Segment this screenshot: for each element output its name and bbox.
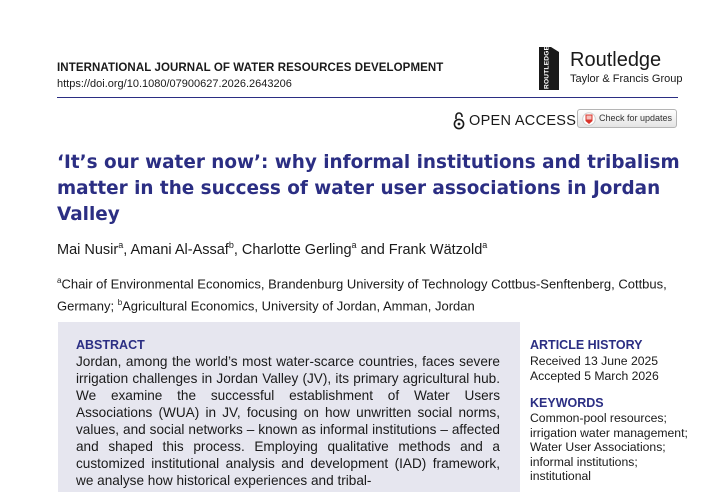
routledge-logo	[537, 46, 564, 92]
accepted-date: Accepted 5 March 2026	[530, 369, 659, 383]
affiliation-marker: a	[482, 240, 488, 250]
author-separator: and	[356, 241, 389, 258]
received-date: Received 13 June 2025	[530, 354, 659, 368]
open-access-label: OPEN ACCESS	[469, 113, 577, 129]
author-name[interactable]: Frank Wätzold	[388, 241, 483, 258]
author-name[interactable]: Mai Nusir	[57, 241, 119, 258]
publisher-logo[interactable]	[537, 46, 687, 92]
logo-mark-text: ROUTLEDGE	[543, 46, 551, 89]
author-separator: ,	[123, 241, 131, 258]
doi-link[interactable]: https://doi.org/10.1080/07900627.2026.2643206	[57, 78, 292, 90]
affiliations	[57, 271, 687, 316]
check-for-updates-label: Check for updates	[599, 113, 673, 123]
keywords-heading: KEYWORDS	[530, 396, 604, 410]
affiliation-text: Agricultural Economics, University of Jordan, Amman, Jordan	[122, 298, 475, 314]
abstract-text: Jordan, among the world’s most water-scarce countries, faces severe irrigation challenges in Jordan Valley (JV), its primary agricultural hub. We examine the successful establishment of Water Users Associations (WUA) in JV, focusing on how unwritten social norms, values, and social networks – known as informal institutions – affected and shaped this process. Employing qualitative methods and a customized institutional analysis and development (IAD) framework, we analyse how historical experiences and tribal-	[76, 354, 500, 488]
author-name[interactable]: Amani Al-Assaf	[130, 241, 229, 258]
publisher-subtitle: Taylor & Francis Group	[570, 73, 683, 85]
crossmark-icon	[582, 112, 596, 126]
affiliation-marker: b	[117, 298, 123, 308]
open-lock-icon	[453, 111, 465, 130]
journal-name: INTERNATIONAL JOURNAL OF WATER RESOURCES DEVELOPMENT	[57, 62, 444, 74]
author-name[interactable]: Charlotte Gerling	[241, 241, 352, 258]
keywords-list: Common-pool resources; irrigation water management; Water User Associations; informal institutions; institutional	[530, 411, 688, 483]
article-history-heading: ARTICLE HISTORY	[530, 338, 643, 352]
affiliation-marker: a	[118, 240, 124, 250]
affiliation-text: Chair of Environmental Economics, Brandenburg University of Technology Cottbus-Senftenberg, Cottbus, Germany;	[57, 276, 667, 314]
check-for-updates-button[interactable]	[577, 109, 677, 128]
author-separator: ,	[233, 241, 242, 258]
affiliation-marker: a	[57, 276, 62, 285]
article-title: ‘It’s our water now’: why informal institutions and tribalism matter in the success of water user associations in Jordan Valley	[57, 152, 680, 225]
affiliation-marker: a	[351, 240, 357, 250]
publisher-name: Routledge	[570, 49, 662, 71]
author-list	[57, 240, 487, 258]
abstract-heading: ABSTRACT	[76, 338, 145, 352]
header-rule	[57, 97, 678, 98]
affiliation-marker: b	[228, 240, 234, 250]
